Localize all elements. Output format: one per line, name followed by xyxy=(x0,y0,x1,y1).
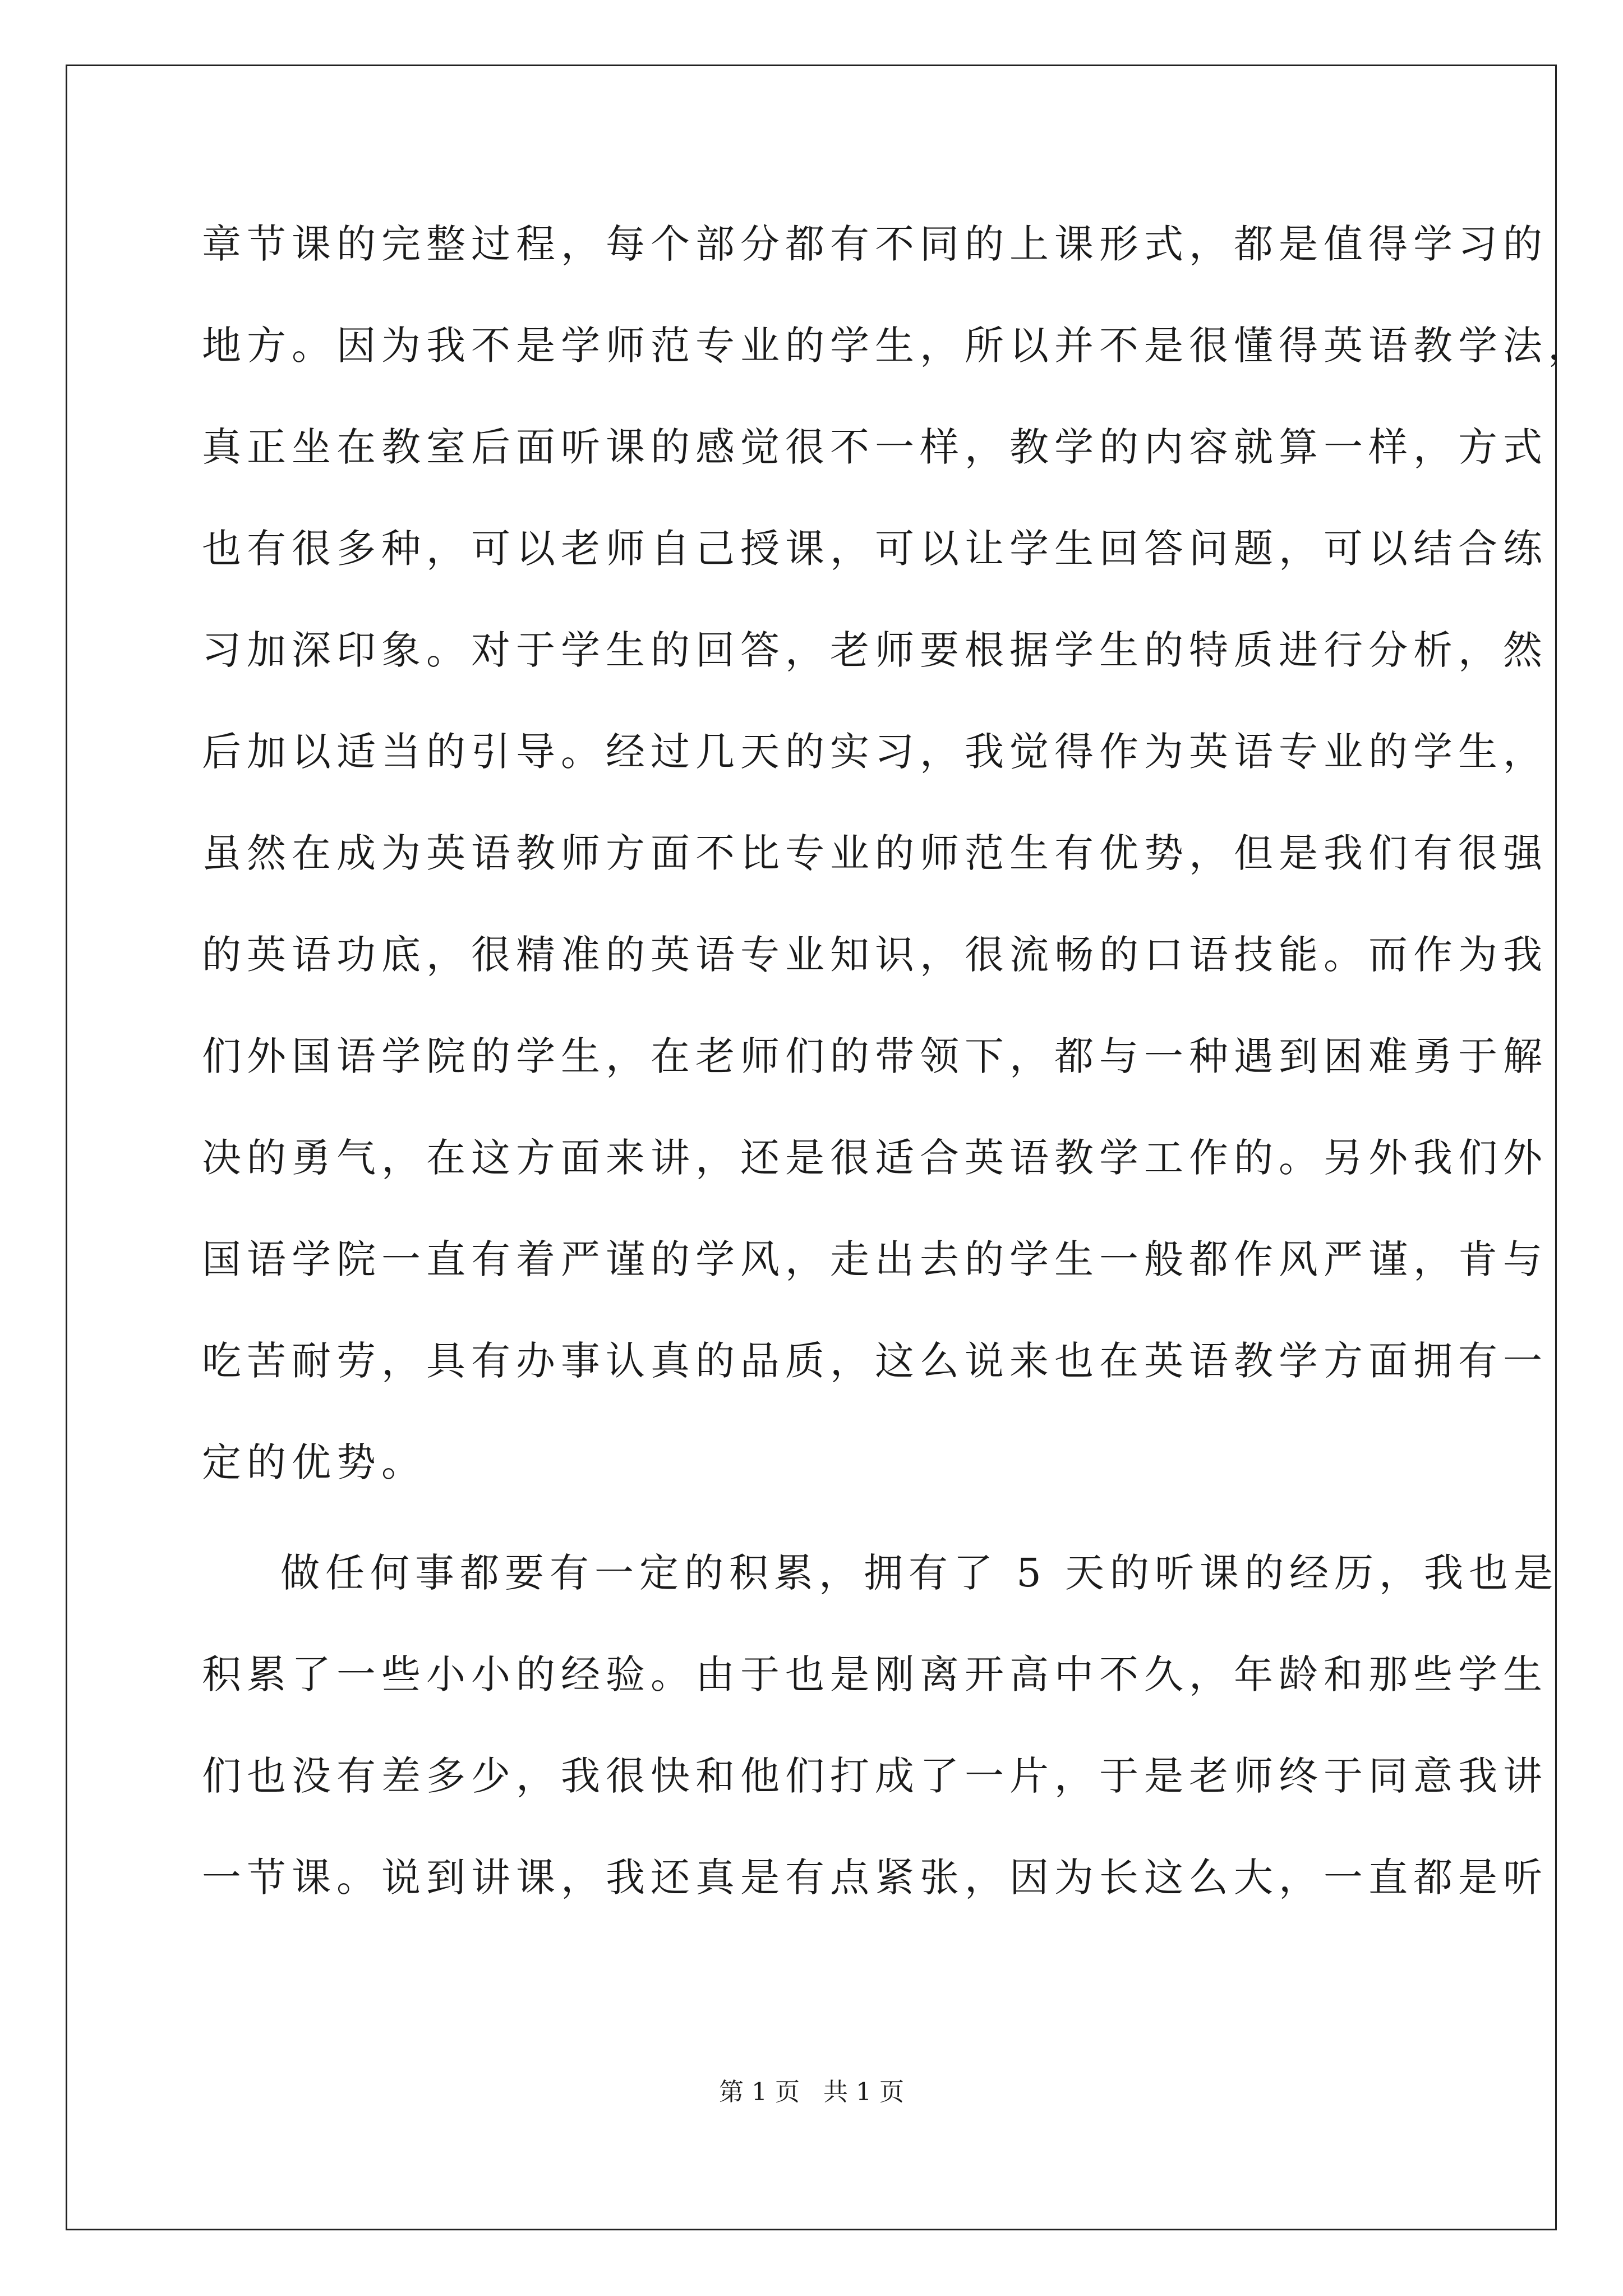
text-line: 一节课。说到讲课，我还真是有点紧张，因为长这么大，一直都是听 xyxy=(202,1855,1548,1901)
text-line: 定的优势。 xyxy=(202,1439,426,1485)
text-line: 章节课的完整过程，每个部分都有不同的上课形式，都是值得学习的 xyxy=(202,221,1548,267)
text-line: 后加以适当的引导。经过几天的实习，我觉得作为英语专业的学生， xyxy=(202,729,1548,775)
text-line: 地方。因为我不是学师范专业的学生，所以并不是很懂得英语教学法， xyxy=(202,323,1593,369)
text-line: 的英语功底，很精准的英语专业知识，很流畅的口语技能。而作为我 xyxy=(202,932,1548,978)
text-line: 们也没有差多少，我很快和他们打成了一片，于是老师终于同意我讲 xyxy=(202,1753,1548,1799)
text-line: 习加深印象。对于学生的回答，老师要根据学生的特质进行分析，然 xyxy=(202,627,1548,673)
text-line: 决的勇气，在这方面来讲，还是很适合英语教学工作的。另外我们外 xyxy=(202,1135,1548,1181)
document-body xyxy=(202,213,1593,1948)
text-line: 国语学院一直有着严谨的学风，走出去的学生一般都作风严谨，肯与 xyxy=(202,1236,1548,1282)
text-line: 积累了一些小小的经验。由于也是刚离开高中不久，年龄和那些学生 xyxy=(202,1651,1548,1697)
text-line: 吃苦耐劳，具有办事认真的品质，这么说来也在英语教学方面拥有一 xyxy=(202,1338,1548,1384)
text-line: 虽然在成为英语教师方面不比专业的师范生有优势，但是我们有很强 xyxy=(202,830,1548,876)
text-line: 真正坐在教室后面听课的感觉很不一样，教学的内容就算一样，方式 xyxy=(202,424,1548,470)
text-line: 做任何事都要有一定的积累，拥有了 5 天的听课的经历，我也是 xyxy=(280,1550,1559,1596)
page-number-footer: 第 1 页 共 1 页 xyxy=(719,2078,904,2106)
text-line: 也有很多种，可以老师自己授课，可以让学生回答问题，可以结合练 xyxy=(202,526,1548,572)
text-line: 们外国语学院的学生，在老师们的带领下，都与一种遇到困难勇于解 xyxy=(202,1033,1548,1079)
